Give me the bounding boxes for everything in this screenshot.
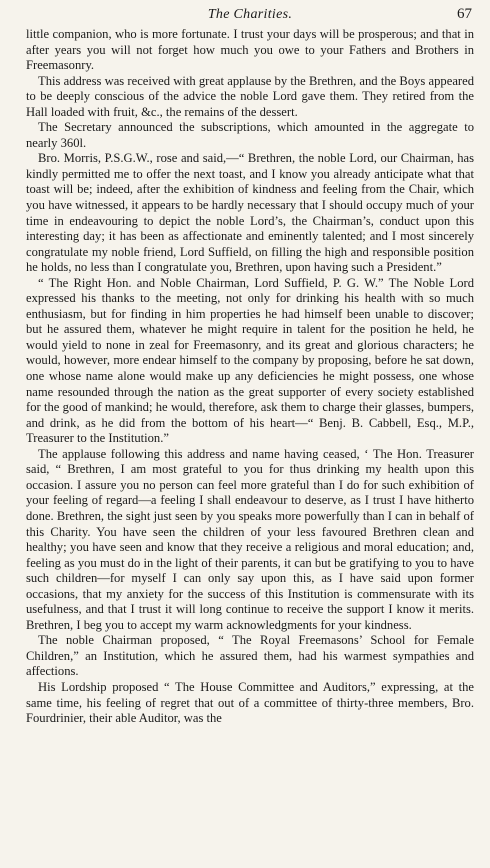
body-text xyxy=(26,27,474,727)
paragraph: The Secretary announced the subscriptions, which amounted in the aggregate to nearly 360l. xyxy=(26,120,474,150)
paragraph: The noble Chairman proposed, “ The Royal Freemasons’ School for Female Children,” an Institution, which he assured them, had his warmest sympathies and affections. xyxy=(26,633,474,679)
page-header xyxy=(26,5,474,27)
paragraph: The applause following this address and name having ceased, ‘ The Hon. Treasurer said, “ Brethren, I am most grateful to you for thus drinking my health upon this occasion. I assure you no person can feel more grateful than I do for such exhibition of your feeling of regard—a feeling I shall endeavour to deserve, as I trust I have hitherto done. Brethren, the sight just seen by you speaks more powerfully than I can in behalf of this Charity. You have seen the children of your less favoured Brethren clean and healthy; you have seen and know that they receive a religious and moral education; and, feeling as you must do in the light of their parents, it can but be gratifying to you to have such children—for myself I can only say upon this, as I have said upon former occasions, that my anxiety for the success of this Institution is commensurate with its usefulness, and that I trust it will long continue to receive the support I know it merits. Brethren, I beg you to accept my warm acknowledgments for your kindness. xyxy=(26,446,474,632)
page-number: 67 xyxy=(457,6,472,22)
paragraph: “ The Right Hon. and Noble Chairman, Lord Suffield, P. G. W.” The Noble Lord expressed his thanks to the meeting, not only for drinking his health with so much enthusiasm, but for finding in him properties he had himself been unable to discover; but he assured them, whatever he might require in talent for the position he held, he would yield to none in zeal for Freemasonry, and its great and glorious characters; he would, however, more endear himself to the company by proposing, before he sat down, one whose name alone would make up any deficiencies he might possess, one whose name resounded through the nation as the great supporter of every society established for the good of mankind; he would, therefore, ask them to charge their glasses, bumpers, and drink, as he did from the bottom of his heart—“ Benj. B. Cabbell, Esq., M.P., Treasurer to the Institution.” xyxy=(26,275,474,446)
paragraph: little companion, who is more fortunate. I trust your days will be prosperous; and that in after years you will not forget how much you owe to your Fathers and Brothers in Freemasonry. xyxy=(26,27,474,73)
paragraph: His Lordship proposed “ The House Committee and Auditors,” expressing, at the same time, his feeling of regret that out of a committee of thirty-three members, Bro. Fourdrinier, their able Auditor, was the xyxy=(26,679,474,726)
paragraph: Bro. Morris, P.S.G.W., rose and said,—“ Brethren, the noble Lord, our Chairman, has kindly permitted me to offer the next toast, and I know you already anticipate what that toast will be; indeed, after the exhibition of kindness and feeling from the Chair, which you have witnessed, it appears to be hardly necessary that I should occupy much of your time in endeavouring to depict the noble Lord’s, the Chairman’s, conduct upon this interesting day; it has been as affectionate and eminently talented; and I most sincerely congratulate my noble friend, Lord Suffield, on filling the high and responsible position he holds, no less than I congratulate you, Brethren, upon having such a President.” xyxy=(26,151,474,275)
paragraph: This address was received with great applause by the Brethren, and the Boys appeared to be deeply conscious of the advice the noble Lord gave them. They retired from the Hall loaded with fruit, &c., the remains of the dessert. xyxy=(26,73,474,119)
running-title: The Charities. xyxy=(207,7,293,22)
